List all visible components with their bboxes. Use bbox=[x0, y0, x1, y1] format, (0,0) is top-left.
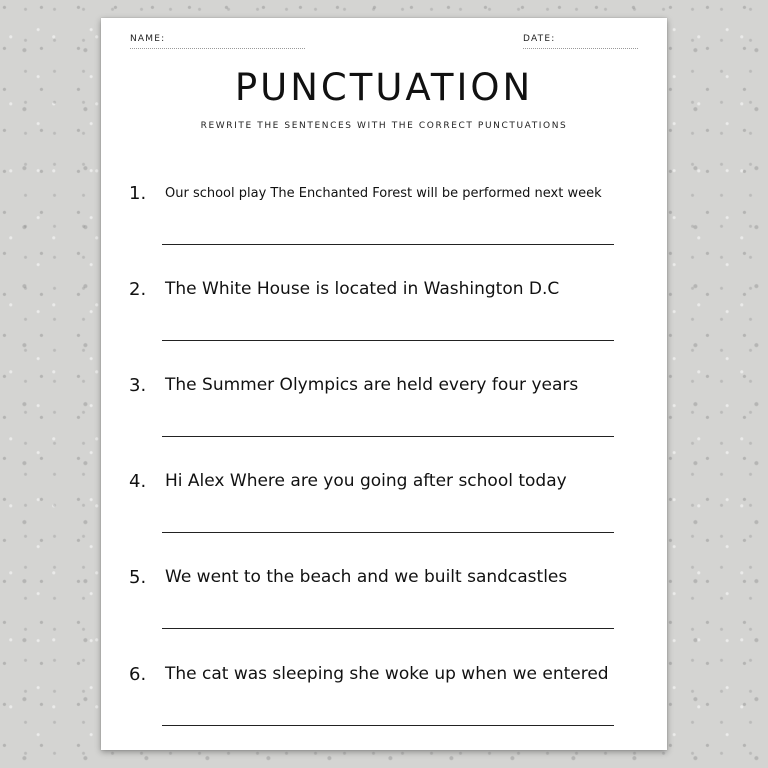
question-number: 2. bbox=[129, 279, 147, 300]
question-2 bbox=[101, 279, 667, 369]
answer-line[interactable] bbox=[162, 725, 614, 726]
question-number: 3. bbox=[129, 375, 147, 396]
date-field[interactable] bbox=[523, 48, 638, 49]
answer-line[interactable] bbox=[162, 532, 614, 533]
question-text: The cat was sleeping she woke up when we entered bbox=[165, 664, 609, 684]
name-label: NAME: bbox=[130, 34, 166, 44]
answer-line[interactable] bbox=[162, 628, 614, 629]
question-text: The White House is located in Washington D.C bbox=[165, 279, 560, 299]
answer-line[interactable] bbox=[162, 340, 614, 341]
question-number: 5. bbox=[129, 567, 147, 588]
question-text: Our school play The Enchanted Forest will be performed next week bbox=[165, 186, 602, 201]
question-number: 4. bbox=[129, 471, 147, 492]
answer-line[interactable] bbox=[162, 436, 614, 437]
question-4 bbox=[101, 471, 667, 561]
page-title: PUNCTUATION bbox=[234, 66, 534, 109]
name-field[interactable] bbox=[130, 48, 305, 49]
question-text: The Summer Olympics are held every four years bbox=[165, 375, 579, 395]
date-label: DATE: bbox=[523, 34, 556, 44]
question-number: 1. bbox=[129, 183, 147, 204]
instructions: REWRITE THE SENTENCES WITH THE CORRECT PUNCTUATIONS bbox=[200, 121, 568, 131]
question-text: We went to the beach and we built sandcastles bbox=[165, 567, 568, 587]
question-text: Hi Alex Where are you going after school today bbox=[165, 471, 567, 491]
answer-line[interactable] bbox=[162, 244, 614, 245]
question-number: 6. bbox=[129, 664, 147, 685]
question-1 bbox=[101, 183, 667, 273]
worksheet-page bbox=[101, 18, 667, 750]
question-6 bbox=[101, 664, 667, 754]
question-3 bbox=[101, 375, 667, 465]
question-5 bbox=[101, 567, 667, 657]
